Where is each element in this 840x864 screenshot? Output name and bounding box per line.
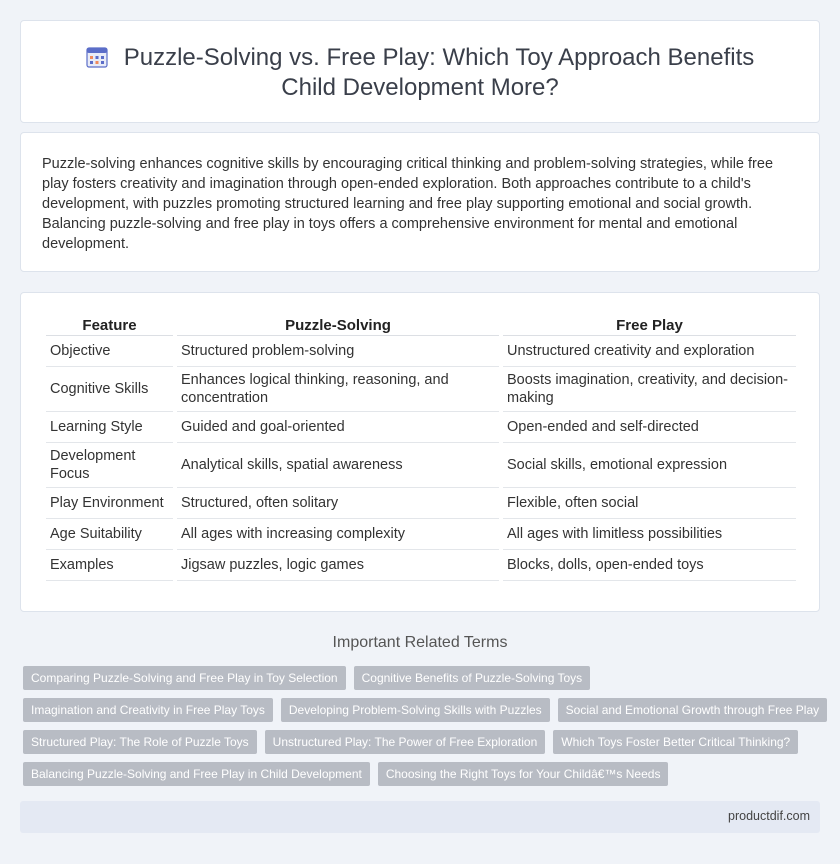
table-cell: Age Suitability <box>46 519 173 550</box>
tag-row <box>23 762 823 786</box>
page-title: Puzzle-Solving vs. Free Play: Which Toy Approach Benefits Child Development More? <box>123 44 755 101</box>
table-row <box>46 519 796 550</box>
table-cell: Boosts imagination, creativity, and decision-making <box>503 367 796 412</box>
table-cell: Examples <box>46 550 173 581</box>
table-cell: All ages with limitless possibilities <box>503 519 796 550</box>
related-term-link[interactable]: Choosing the Right Toys for Your Childâ€™s Needs <box>378 762 669 786</box>
table-cell: Structured problem-solving <box>177 336 499 367</box>
related-term-link[interactable]: Developing Problem-Solving Skills with Puzzles <box>281 698 550 722</box>
related-term-link[interactable]: Which Toys Foster Better Critical Thinking? <box>553 730 798 754</box>
related-terms-list <box>23 666 823 794</box>
related-term-link[interactable]: Structured Play: The Role of Puzzle Toys <box>23 730 257 754</box>
summary-text: Puzzle-solving enhances cognitive skills by encouraging critical thinking and problem-solving strategies, while free play fosters creativity and imagination through open-ended exploration. Both approaches contribute to a child's development, with puzzles promoting structured learning and free play supporting emotional and social growth. Balancing puzzle-solving and free play in toys offers a comprehensive environment for mental and emotional development. <box>42 156 774 252</box>
related-term-link[interactable]: Comparing Puzzle-Solving and Free Play in Toy Selection <box>23 666 346 690</box>
table-cell: Unstructured creativity and exploration <box>503 336 796 367</box>
comparison-table-card <box>20 292 820 612</box>
table-cell: Blocks, dolls, open-ended toys <box>503 550 796 581</box>
tag-row <box>23 698 823 722</box>
related-term-link[interactable]: Unstructured Play: The Power of Free Exploration <box>265 730 546 754</box>
table-cell: Enhances logical thinking, reasoning, and concentration <box>177 367 499 412</box>
table-row <box>46 367 796 412</box>
table-cell: Social skills, emotional expression <box>503 443 796 488</box>
footer-site-link[interactable]: productdif.com <box>728 809 810 823</box>
table-header-puzzle-solving: Puzzle-Solving <box>177 315 499 336</box>
tag-row <box>23 666 823 690</box>
table-cell: Flexible, often social <box>503 488 796 519</box>
table-header-row <box>46 315 796 336</box>
table-cell: Jigsaw puzzles, logic games <box>177 550 499 581</box>
table-cell: Cognitive Skills <box>46 367 173 412</box>
related-term-link[interactable]: Social and Emotional Growth through Free Play <box>558 698 827 722</box>
related-term-link[interactable]: Balancing Puzzle-Solving and Free Play in Child Development <box>23 762 370 786</box>
table-cell: Analytical skills, spatial awareness <box>177 443 499 488</box>
table-row <box>46 488 796 519</box>
table-cell: Guided and goal-oriented <box>177 412 499 443</box>
table-cell: Learning Style <box>46 412 173 443</box>
page-title-wrap <box>61 43 779 103</box>
comparison-table <box>42 315 800 581</box>
calendar-icon <box>86 46 108 68</box>
related-term-link[interactable]: Cognitive Benefits of Puzzle-Solving Toys <box>354 666 591 690</box>
table-row <box>46 412 796 443</box>
table-cell: Structured, often solitary <box>177 488 499 519</box>
table-cell: All ages with increasing complexity <box>177 519 499 550</box>
table-cell: Objective <box>46 336 173 367</box>
table-row <box>46 336 796 367</box>
table-header-feature: Feature <box>46 315 173 336</box>
related-terms-heading: Important Related Terms <box>332 634 508 651</box>
summary-card <box>20 132 820 272</box>
table-cell: Play Environment <box>46 488 173 519</box>
table-cell: Open-ended and self-directed <box>503 412 796 443</box>
table-header-free-play: Free Play <box>503 315 796 336</box>
related-term-link[interactable]: Imagination and Creativity in Free Play Toys <box>23 698 273 722</box>
tag-row <box>23 730 823 754</box>
header-card <box>20 20 820 123</box>
footer <box>20 801 820 833</box>
table-row <box>46 550 796 581</box>
table-cell: Development Focus <box>46 443 173 488</box>
table-row <box>46 443 796 488</box>
